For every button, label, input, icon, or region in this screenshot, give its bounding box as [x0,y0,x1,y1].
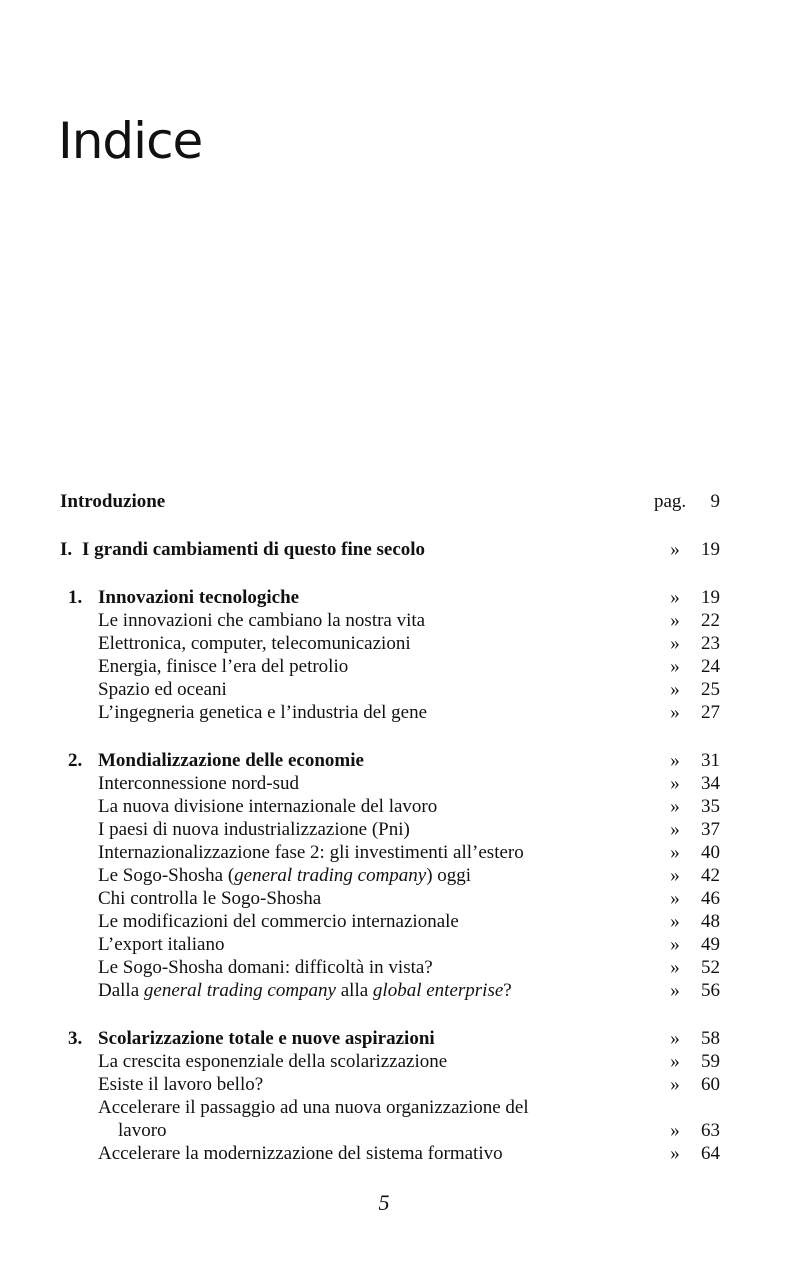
toc-entry-title: Accelerare il passaggio ad una nuova organizzazione del [98,1097,529,1118]
toc-entry [0,818,800,841]
toc-entry [0,887,800,910]
toc-page-number: 9 [710,491,720,512]
toc-page-number: 23 [701,633,720,654]
toc-page-number: 37 [701,819,720,840]
ditto-mark: » [670,539,680,560]
toc-text-part: Dalla [98,980,144,1001]
toc-page-number: 56 [701,980,720,1001]
toc-entry-title [98,979,512,1002]
toc-entry-title: Le Sogo-Shosha domani: difficoltà in vista? [98,957,433,978]
ditto-mark: » [670,796,680,817]
toc-text-part: Le Sogo-Shosha ( [98,865,235,886]
toc-entry-title: Interconnessione nord-sud [98,773,300,794]
toc-entry-title: I grandi cambiamenti di questo fine secolo [82,539,426,560]
ditto-mark: » [670,773,680,794]
toc-page-number: 35 [701,796,720,817]
ditto-mark: » [670,610,680,631]
ditto-mark: » [670,980,680,1001]
toc-page-number: 64 [701,1143,720,1164]
toc-page-number: 19 [701,587,720,608]
toc-entry-section-1 [0,586,800,609]
toc-entry [0,655,800,678]
toc-page-number: 48 [701,911,720,932]
toc-entry-title: L’ingegneria genetica e l’industria del gene [98,702,428,723]
toc-entry [0,1142,800,1165]
page-title: Indice [58,112,203,170]
toc-entry-title: Innovazioni tecnologiche [98,587,300,608]
toc-page-number: 34 [701,773,720,794]
toc-italic-term: general trading company [143,980,336,1001]
ditto-mark: » [670,957,680,978]
toc-entry-title: Introduzione [60,491,166,512]
toc-entry-title: Internazionalizzazione fase 2: gli investimenti all’estero [98,842,524,863]
toc-page-number: 59 [701,1051,720,1072]
ditto-mark: » [670,888,680,909]
toc-entry [0,795,800,818]
toc-entry [0,956,800,979]
toc-entry-title: Accelerare la modernizzazione del sistema formativo [98,1143,503,1164]
toc-page-number: 24 [701,656,720,677]
ditto-mark: » [670,587,680,608]
toc-page-number: 46 [701,888,720,909]
toc-entry-line-2 [0,1119,800,1142]
section-number: 1. [68,587,83,608]
ditto-mark: » [670,842,680,863]
toc-page-number: 58 [701,1028,720,1049]
toc-entry-section-3 [0,1027,800,1050]
toc-page-number: 19 [701,539,720,560]
toc-page-number: 31 [701,750,720,771]
toc-entry-title: Scolarizzazione totale e nuove aspirazioni [98,1028,435,1049]
ditto-mark: » [670,1074,680,1095]
toc-page-number: 25 [701,679,720,700]
toc-entry [0,933,800,956]
toc-entry-line-1 [0,1096,800,1119]
section-number: 2. [68,750,83,771]
toc-entry [0,864,800,887]
toc-entry [0,1050,800,1073]
toc-entry-title: Esiste il lavoro bello? [98,1074,264,1095]
toc-text-part: ) oggi [426,865,472,886]
toc-entry-title: Le modificazioni del commercio internazionale [98,911,459,932]
toc-entry [0,910,800,933]
toc-page-number: 60 [701,1074,720,1095]
toc-entry-title: La crescita esponenziale della scolarizzazione [98,1051,448,1072]
toc-entry [0,632,800,655]
toc-page-number: 27 [701,702,720,723]
toc-entry [0,979,800,1002]
toc-text-part: alla [335,980,373,1001]
toc-entry-title: Mondializzazione delle economie [98,750,364,771]
pag-label: pag. [654,491,687,512]
toc-entry [0,841,800,864]
toc-entry-title: Elettronica, computer, telecomunicazioni [98,633,411,654]
toc-italic-term: global enterprise [372,980,504,1001]
toc-page-number: 52 [701,957,720,978]
ditto-mark: » [670,633,680,654]
toc-entry-intro [0,490,800,513]
toc-entry-title: L’export italiano [98,934,225,955]
toc-entry-title: Chi controlla le Sogo-Shosha [98,888,322,909]
ditto-mark: » [670,1143,680,1164]
chapter-number: I. [60,539,73,560]
toc-page-number: 40 [701,842,720,863]
page-number: 5 [378,1190,390,1215]
toc-entry-title: I paesi di nuova industrializzazione (Pni) [98,819,410,840]
ditto-mark: » [670,911,680,932]
ditto-mark: » [670,750,680,771]
ditto-mark: » [670,679,680,700]
toc-text-part: ? [503,980,512,1001]
toc-entry-title: La nuova divisione internazionale del lavoro [98,796,438,817]
ditto-mark: » [670,1028,680,1049]
toc-entry [0,1073,800,1096]
ditto-mark: » [670,819,680,840]
toc-page-number: 63 [701,1120,720,1141]
toc-page-number: 42 [701,865,720,886]
toc-italic-term: general trading company [234,865,427,886]
toc-entry-section-2 [0,749,800,772]
ditto-mark: » [670,1120,680,1141]
ditto-mark: » [670,702,680,723]
toc-entry [0,678,800,701]
toc-entry-title: Le innovazioni che cambiano la nostra vita [98,610,426,631]
toc-entry-title [98,864,471,887]
toc-entry-title: Energia, finisce l’era del petrolio [98,656,349,677]
ditto-mark: » [670,656,680,677]
section-number: 3. [68,1028,83,1049]
toc-entry [0,772,800,795]
toc-entry-chapter-1 [0,538,800,561]
toc-entry-title-continued: lavoro [118,1120,167,1141]
toc-entry [0,701,800,724]
ditto-mark: » [670,865,680,886]
toc-page-number: 22 [701,610,720,631]
ditto-mark: » [670,934,680,955]
toc-page-number: 49 [701,934,720,955]
toc-entry-title: Spazio ed oceani [98,679,227,700]
ditto-mark: » [670,1051,680,1072]
toc-entry [0,609,800,632]
